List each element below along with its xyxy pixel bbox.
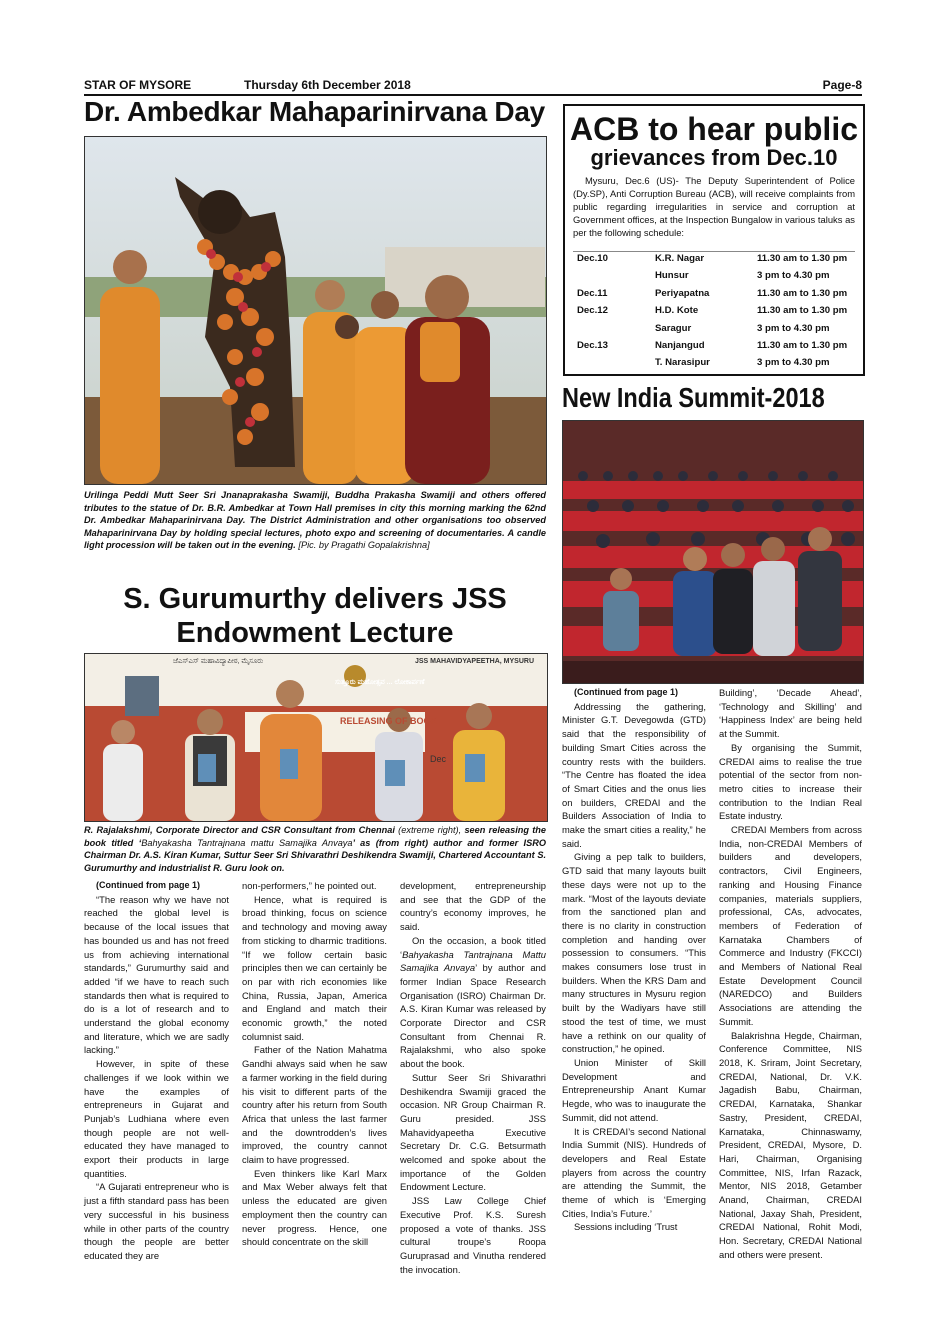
schedule-row [573, 286, 855, 303]
banner-middle: ಸುತ್ತೂರು ಮಹೋತ್ಸವ ... ಲೋಕಾರ್ಪಣೆ [335, 679, 425, 686]
schedule-row [573, 355, 855, 372]
ambedkar-photo-illustration [85, 137, 546, 484]
nis-photo [562, 420, 864, 684]
gurumurthy-photo-illustration [85, 654, 547, 821]
schedule-time: 11.30 am to 1.30 pm [757, 253, 848, 264]
gurumurthy-col-3 [400, 879, 546, 1276]
paragraph: Union Minister of Skill Development and Entrepreneurship Anant Kumar Hegde, who was to inaugurate the Summit, did not attend. [562, 1056, 706, 1123]
paragraph [400, 934, 546, 1071]
schedule-date: Dec.13 [577, 339, 608, 351]
masthead [84, 78, 862, 94]
paragraph: It is CREDAI’s second National India Summit (NIS). Hundreds of developers and Real Estate players from across the country are attending the Summit, the theme of which is ‘Emerging Cities, India’s Future.’ [562, 1125, 706, 1219]
paragraph: Even thinkers like Karl Marx and Max Weber always felt that unless the educated are given employment then the country can never progress. Hence, one should concentrate on the skill [242, 1167, 387, 1248]
gurumurthy-col-2 [242, 879, 387, 1249]
acb-headline-line1: ACB to hear public [569, 111, 858, 147]
paragraph: Balakrishna Hegde, Chairman, Conference Committee, NIS 2018, K. Sriram, Joint Secretary, CREDAI, National, Dr. V.K. Jagadish Babu, Chairman, CREDAI, Karnataka, Shankar Sastry, President, CREDAI, Karnataka, Chinnaswamy, President, CREDAI, Mysore, D. Hari, Chairman, Organising Committee, NIS, Irfan Razack, Mentor, NIS 2018, Getamber Anand, Chairman, CREDAI National, Jaxay Shah, President, CREDAI National, Rohit Modi, Hon. Secretary, CREDAI National and others were present. [719, 1029, 862, 1260]
schedule-time: 3 pm to 4.30 pm [757, 270, 830, 282]
schedule-place: H.D. Kote [655, 305, 699, 317]
paragraph: Giving a pep talk to builders, GTD said that many layouts built these days were not up to the mark. “Most of the layouts deviate from the sanctioned plan and there is no clarity in construction completion and handing over possession to consumers. “This makes consumers lose trust in builders. When the KRS Dam and many structures in Mysuru region built by the Wadiyars have still stood the test of time, we must have a rethink on our quality of construction,” he opined. [562, 851, 706, 1055]
paragraph: Father of the Nation Mahatma Gandhi always said when he saw a farmer working in the field during his visit to different parts of the country after his return from South Africa that unless the last farmer and the downtrodden’s lives improved, the country cannot claim to have progressed. [242, 1044, 387, 1166]
paragraph: By organising the Summit, CREDAI aims to realise the true potential of the sector from non-metro cities to increase their contribution to the Indian Real Estate industry. [719, 741, 862, 822]
banner-kannada: ಜೆಎಸ್‌ಎಸ್ ಮಹಾವಿದ್ಯಾಪೀಠ, ಮೈಸೂರು [173, 658, 264, 665]
paragraph: CREDAI Members from across India, non-CREDAI Members of builders and developers, contractors, Civil Engineers, ranking and Housing Finance companies, materials suppliers, professional, CAs, advocates, members of Federation of Karnataka Chambers of Commerce and Industry (FKCCI) and Members of National Real Estate Development Council (NAREDCO) and Builders Associations are attending the Summit. [719, 824, 862, 1027]
banner-english: JSS MAHAVIDYAPEETHA, MYSURU [415, 658, 535, 665]
ambedkar-caption [84, 489, 546, 552]
ambedkar-photo-credit: [Pic. by Pragathi Gopalakrishna] [298, 540, 430, 551]
paragraph: However, in spite of these challenges if we look within we have the examples of entrepreneurs in Gujarat and Punjab’s Ludhiana where even though people are not well-educated they have managed to export their products in large quantities. [84, 1058, 229, 1179]
paragraph: Hence, what is required is broad thinking, focus on science and technology and moving away from sticking to dharmic traditions. “If we follow certain basic principles then we can certainly be on par with rich economies like China, Russia, Japan, America and England and match their economic growth,” the noted columnist said. [242, 893, 387, 1042]
acb-body: Mysuru, Dec.6 (US)- The Deputy Superintendent of Police (Dy.SP), Anti Corruption Bureau (ACB), will receive complaints from public regarding irregularities in service and corruption at Government offices, at the Inspection Bungalow in various taluks as per the following schedule: [573, 175, 855, 238]
schedule-time: 3 pm to 4.30 pm [757, 322, 830, 334]
gurumurthy-headline [84, 582, 546, 650]
gurumurthy-headline-line2: Endowment Lecture [176, 617, 454, 649]
continued-label: (Continued from page 1) [574, 687, 678, 697]
schedule-time: 11.30 am to 1.30 pm [757, 305, 848, 317]
nis-headline: New India Summit-2018 [562, 382, 825, 413]
ambedkar-caption-text: Urilinga Peddi Mutt Seer Sri Jnanaprakasha Swamiji, Buddha Prakasha Swamiji and others offered tributes to the statue of Dr. B.R. Ambedkar at Town Hall premises in city this morning marking the 62nd Dr. Ambedkar Mahaparinirvana Day. The District Administration and other organisations too observed Mahaparinirvana Day by holding special lectures, photo expo and screening of documentaries. A candle light procession will be taken out in the evening. [84, 490, 546, 551]
acb-box [563, 104, 865, 376]
schedule-date: Dec.12 [577, 305, 608, 317]
paragraph: JSS Law College Chief Executive Prof. K.S. Suresh proposed a vote of thanks. JSS cultural troupe’s Roopa Guruprasad and Vinutha rendered the invocation. [400, 1195, 546, 1275]
schedule-row [573, 251, 855, 268]
banner-dec: Dec [430, 754, 447, 764]
issue-date: Thursday 6th December 2018 [244, 78, 411, 92]
book-title: Bahyakasha Tantrajnana Mattu Samajika Anvaya [400, 948, 546, 974]
schedule-row [573, 303, 855, 320]
banner-releasing: RELEASING OF BOOK [340, 716, 438, 726]
gurumurthy-col-1 [84, 879, 229, 1263]
schedule-time: 3 pm to 4.30 pm [757, 357, 830, 369]
ambedkar-photo [84, 136, 547, 485]
gurumurthy-caption-f: author and former ISRO Chairman Dr. A.S. Kiran Kumar, Suttur Seer Sri Shivarathri Deshikendra Swamiji, Chartered Accountant S. Gurumurthy and industrialist R. Guru look on. [84, 837, 546, 873]
paragraph: non-performers,” he pointed out. [242, 880, 377, 891]
gurumurthy-photo [84, 653, 548, 822]
schedule-date: Dec.11 [577, 287, 608, 299]
schedule-row [573, 321, 855, 338]
schedule-place: Saragur [655, 322, 692, 334]
schedule-time: 11.30 am to 1.30 pm [757, 339, 848, 351]
schedule-date: Dec.10 [577, 253, 608, 264]
schedule-place: K.R. Nagar [655, 253, 705, 264]
paragraph: Sessions including ‘Trust [574, 1221, 678, 1233]
nis-col-2 [719, 686, 862, 1262]
gurumurthy-caption [84, 824, 546, 874]
ambedkar-headline: Dr. Ambedkar Mahaparinirvana Day [84, 96, 545, 127]
paragraph: “A Gujarati entrepreneur who is just a fifth standard pass has been very successful in his business while in other parts of the country though the people are better educated they are [84, 1181, 229, 1261]
schedule-place: T. Narasipur [655, 357, 710, 369]
acb-schedule [573, 251, 855, 373]
paragraph: Building’, ‘Decade Ahead’, ‘Technology and Skilling’ and ‘Happiness Index’ are being held at the Summit. [719, 687, 862, 740]
paragraph: development, entrepreneurship and see that the GDP of the country’s economy improves, he said. [400, 880, 546, 933]
text-run: ’ by author and former Indian Space Research Organisation (ISRO) Chairman Dr. A.S. Kiran Kumar was released by Corporate Director and CSR Consultant from Chennai R. Rajalakshmi, who also spoke about the book. [400, 962, 546, 1070]
paragraph: “The reason why we have not reached the global level is because of the local issues that has bounded us and has not freed us from achieving international standards,” Gurumurthy said and added “if we have to reach such standards then what is required to do is a lot of research and to understand the global economy and literature, which we are sadly lacking.” [84, 893, 229, 1056]
paragraph: Addressing the gathering, Minister G.T. Devegowda (GTD) said that the responsibility of building Smart Cities across the country rests with the builders. “The Centre has floated the idea of Smart Cities and the onus lies on builders, CREDAI and the Builders Association of India to make the smart cities a reality,” he said. [562, 700, 706, 849]
continued-label: (Continued from page 1) [96, 880, 200, 890]
schedule-time: 11.30 am to 1.30 pm [757, 287, 848, 299]
schedule-place: Nanjangud [655, 339, 705, 351]
gurumurthy-caption-d: Bahyakasha Tantrajnana mattu Samajika Anvaya [141, 837, 353, 848]
schedule-place: Periyapatna [655, 287, 710, 299]
paper-name: STAR OF MYSORE [84, 78, 192, 92]
schedule-place: Hunsur [655, 270, 689, 282]
nis-col-1 [562, 686, 706, 1234]
nis-photo-illustration [563, 421, 863, 683]
gurumurthy-caption-c: seen releasing the book titled ‘ [84, 825, 547, 848]
page-number: Page-8 [822, 78, 862, 92]
gurumurthy-headline-line1: S. Gurumurthy delivers JSS [123, 583, 507, 615]
schedule-row [573, 338, 855, 355]
gurumurthy-caption-e: ’ as (from right) [352, 837, 434, 848]
gurumurthy-caption-a: R. Rajalakshmi, Corporate Director and CSR Consultant from Chennai [84, 825, 395, 835]
acb-headline-line2: grievances from Dec.10 [590, 145, 838, 170]
gurumurthy-caption-b: (extreme right), [394, 825, 465, 835]
schedule-row [573, 268, 855, 285]
text-run: On the occasion, a book titled ‘ [400, 934, 546, 960]
paragraph: Suttur Seer Sri Shivarathri Deshikendra Swamiji graced the occasion. NR Group Chairman R. Guru presided. JSS Mahavidyapeetha Executive Secretary Dr. C.G. Betsurmath welcomed and spoke about the importance of the Golden Endowment Lecture. [400, 1071, 546, 1193]
